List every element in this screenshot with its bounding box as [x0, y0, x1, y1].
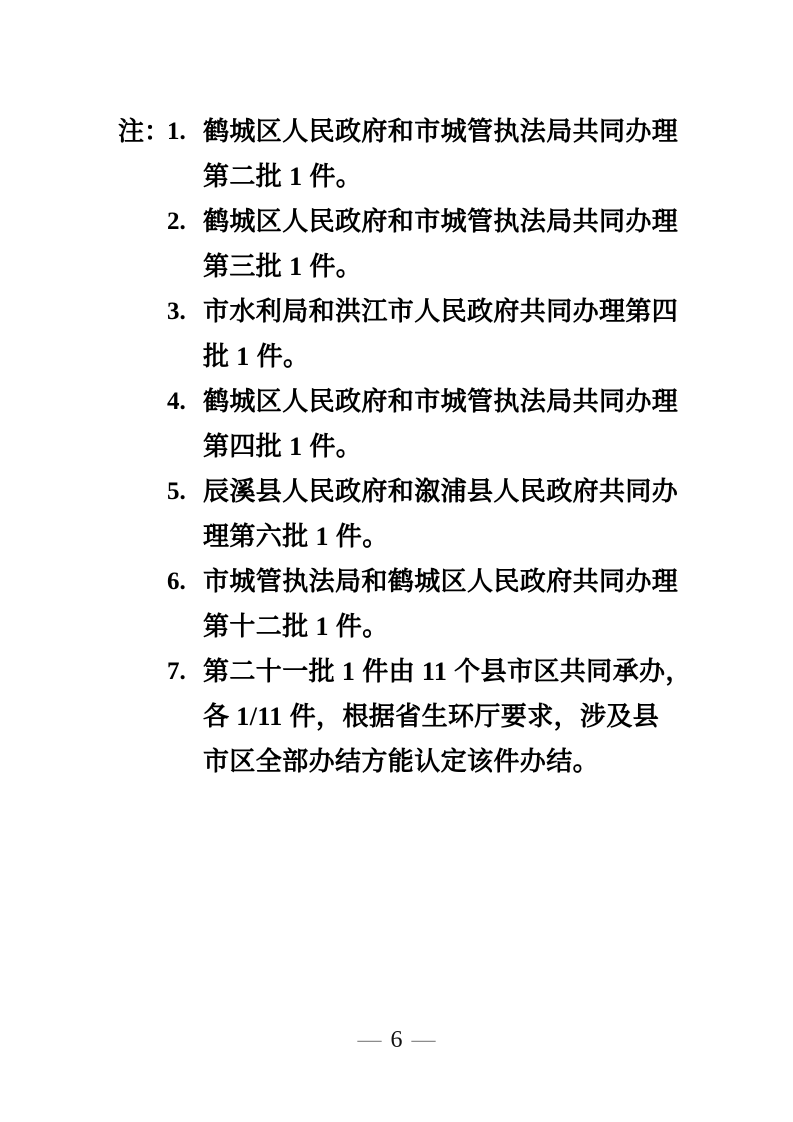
note-item-2 — [167, 199, 679, 289]
note-line: 市水利局和洪江市人民政府共同办理第四 — [203, 297, 679, 326]
note-line: 第二批 1 件。 — [203, 162, 363, 191]
note-line: 鹤城区人民政府和市城管执法局共同办理 — [203, 117, 679, 146]
item-number: 3. — [167, 298, 186, 325]
note-line: 第四批 1 件。 — [203, 432, 363, 461]
note-line: 第十二批 1 件。 — [203, 612, 389, 641]
item-number: 1. — [167, 118, 186, 145]
item-text — [203, 649, 692, 784]
item-text — [203, 559, 679, 649]
item-text — [203, 199, 679, 289]
note-item-7 — [167, 649, 692, 784]
item-number: 6. — [167, 568, 186, 595]
footer-dash-left: — — [357, 1027, 382, 1053]
note-item-6 — [167, 559, 679, 649]
item-text — [203, 109, 679, 199]
item-text — [203, 289, 679, 379]
page-number: 6 — [390, 1027, 403, 1053]
item-text — [203, 379, 679, 469]
footer-dash-right: — — [411, 1027, 436, 1053]
note-line: 鹤城区人民政府和市城管执法局共同办理 — [203, 207, 679, 236]
note-line: 第二十一批 1 件由 11 个县市区共同承办， — [203, 657, 692, 686]
note-label: 注： — [118, 117, 171, 146]
note-item-3 — [167, 289, 679, 379]
item-number: 4. — [167, 388, 186, 415]
note-items-list — [167, 109, 692, 784]
note-line: 鹤城区人民政府和市城管执法局共同办理 — [203, 387, 679, 416]
note-line: 批 1 件。 — [203, 342, 310, 371]
item-number: 5. — [167, 478, 186, 505]
note-line: 第三批 1 件。 — [203, 252, 363, 281]
item-text — [203, 469, 679, 559]
page-footer — [0, 1022, 793, 1058]
notes-section — [118, 109, 692, 784]
note-line: 辰溪县人民政府和溆浦县人民政府共同办 — [203, 477, 679, 506]
note-line: 理第六批 1 件。 — [203, 522, 389, 551]
note-line: 市区全部办结方能认定该件办结。 — [203, 747, 600, 776]
note-line: 各 1/11 件，根据省生环厅要求，涉及县 — [203, 702, 660, 731]
note-line: 市城管执法局和鹤城区人民政府共同办理 — [203, 567, 679, 596]
note-item-5 — [167, 469, 679, 559]
item-number: 2. — [167, 208, 186, 235]
note-item-1 — [167, 109, 679, 199]
item-number: 7. — [167, 658, 186, 685]
note-item-4 — [167, 379, 679, 469]
